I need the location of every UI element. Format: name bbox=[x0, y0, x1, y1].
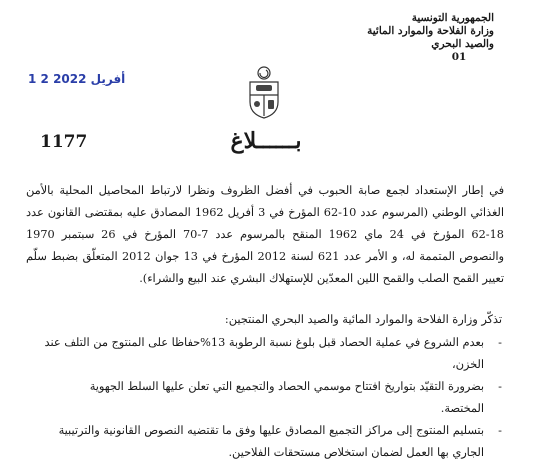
list-item: - بتسليم المنتوج إلى مراكز التجميع المصادق عليها وفق ما تقتضيه النصوص القانونية والترتيبية الجاري بها العمل لضمان استخلاص مستحقات الفلاحين. bbox=[58, 424, 502, 459]
header-line-ministry: وزارة الفلاحة والموارد المائية bbox=[367, 25, 494, 37]
communique-number: 1177 bbox=[40, 132, 88, 152]
header-line-fisheries: والصيد البحري bbox=[431, 38, 494, 50]
paragraph-text: في إطار الإستعداد لجمع صابة الحبوب في أفضل الظروف ونظرا لارتباط المحاصيل المحلية بالأمن الغذائي الوطني (المرسوم عدد 10-62 المؤرخ في 3 أفريل 1962 المصادق عليه بمقتضى القانون عدد 18-62 المؤرخ في 24 ماي 1962 المنقح بالمرسوم عدد 7-70 المؤرخ في 26 سبتمبر 1970 والنصوص المتممة له، و الأمر عدد 621 لسنة 2012 المؤرخ في 13 جوان 2012 المتعلّق بضبط سلّم تعيير القمح الصلب والقمح اللين المعدّين للإستهلاك البشري عند البيع والشراء). bbox=[26, 184, 505, 285]
list-item: - بعدم الشروع في عملية الحصاد قبل بلوغ نسبة الرطوبة 13%حفاظا على المنتوج من التلف عند الخزن، bbox=[44, 336, 502, 371]
bullet-list bbox=[44, 332, 502, 464]
bullet-text: بتسليم المنتوج إلى مراكز التجميع المصادق عليها وفق ما تقتضيه النصوص القانونية والترتيبية الجاري بها العمل لضمان استخلاص مستحقات الفلاحين. bbox=[58, 424, 484, 459]
list-item: - بضرورة التقيّد بتواريخ افتتاح موسمي الحصاد والتجميع التي تعلن عليها السلط الجهوية المختصة. bbox=[89, 380, 502, 415]
main-paragraph bbox=[26, 180, 504, 290]
communique-title: بــــــلاغ bbox=[230, 128, 302, 154]
bullet-text: بضرورة التقيّد بتواريخ افتتاح موسمي الحصاد والتجميع التي تعلن عليها السلط الجهوية المختصة. bbox=[89, 380, 484, 415]
reminder-line: تذكّر وزارة الفلاحة والموارد المائية والصيد البحري المنتجين: bbox=[224, 313, 502, 326]
date-stamp: 1 2 أفريل 2022 bbox=[28, 72, 126, 86]
ministry-header bbox=[334, 12, 494, 64]
reference-number: 01 bbox=[451, 51, 467, 63]
coat-of-arms-emblem bbox=[244, 64, 284, 120]
header-line-republic: الجمهورية التونسية bbox=[411, 12, 494, 24]
bullet-text: بعدم الشروع في عملية الحصاد قبل بلوغ نسبة الرطوبة 13%حفاظا على المنتوج من التلف عند الخزن، bbox=[44, 336, 484, 371]
